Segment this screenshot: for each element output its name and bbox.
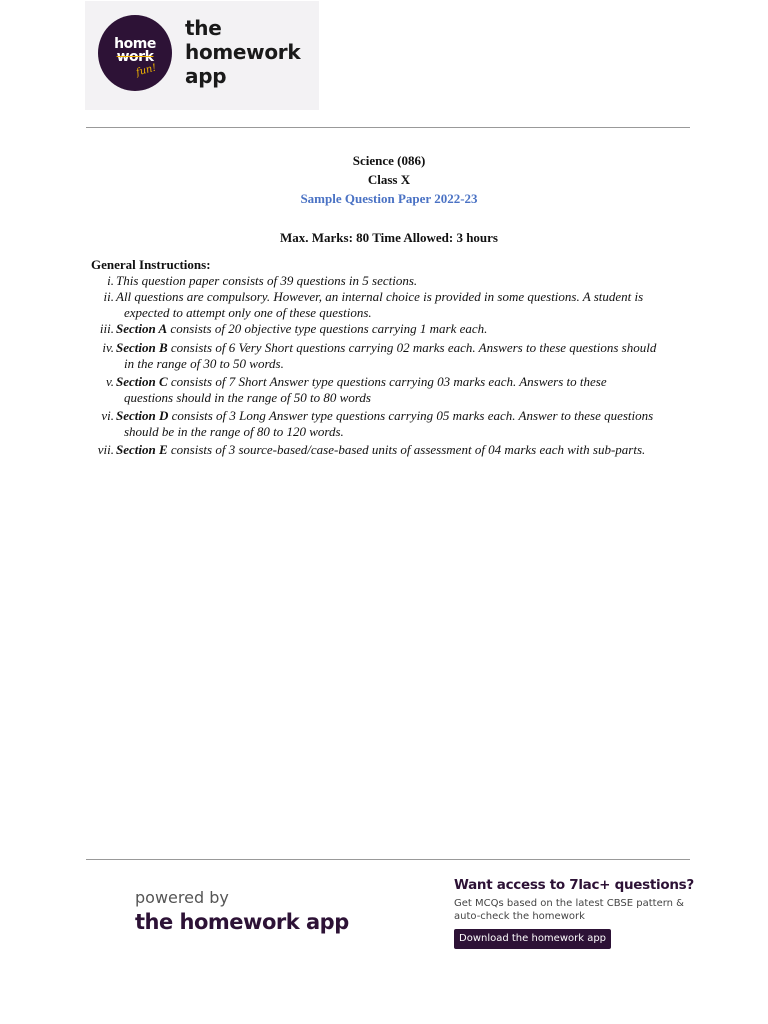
- instruction-section: Section E: [116, 442, 168, 457]
- instruction-continuation: questions should in the range of 50 to 80 words: [124, 390, 371, 405]
- powered-by-brand: the homework app: [135, 910, 349, 934]
- logo-badge-line2: work: [116, 49, 154, 65]
- instruction-item: [80, 340, 700, 372]
- instruction-number: vi.: [101, 408, 114, 423]
- instruction-item: [80, 374, 700, 406]
- instruction-text: consists of 6 Very Short questions carrying 02 marks each. Answers to these questions should: [167, 340, 657, 355]
- instruction-continuation: should be in the range of 80 to 120 words.: [124, 424, 344, 439]
- instruction-item: [80, 273, 700, 289]
- logo-word-line2: homework: [185, 40, 301, 64]
- instruction-continuation: in the range of 30 to 50 words.: [124, 356, 284, 371]
- instruction-number: i.: [107, 273, 114, 288]
- instruction-text: This question paper consists of 39 questions in 5 sections.: [116, 273, 418, 288]
- instruction-text: consists of 3 source-based/case-based units of assessment of 04 marks each with sub-parts.: [167, 442, 646, 457]
- logo: [85, 1, 319, 110]
- instruction-item: [80, 289, 700, 321]
- top-divider: [86, 127, 690, 128]
- logo-badge-script: fun!: [134, 62, 158, 79]
- logo-badge-line1: home: [114, 36, 156, 52]
- download-app-button[interactable]: Download the homework app: [454, 929, 611, 949]
- promo-heading: Want access to 7lac+ questions?: [454, 877, 694, 893]
- instruction-text: consists of 20 objective type questions carrying 1 mark each.: [167, 321, 488, 336]
- logo-wordmark: [185, 16, 300, 88]
- instruction-item: [80, 408, 700, 440]
- instruction-text: consists of 7 Short Answer type questions carrying 03 marks each. Answers to these: [167, 374, 607, 389]
- instruction-section: Section A: [116, 321, 168, 336]
- instruction-number: v.: [105, 374, 114, 389]
- instruction-number: iii.: [99, 321, 114, 336]
- instruction-text: All questions are compulsory. However, an internal choice is provided in some questions. A student is: [116, 289, 644, 304]
- instruction-text: consists of 3 Long Answer type questions carrying 05 marks each. Answer to these questions: [168, 408, 654, 423]
- instruction-item: [80, 321, 700, 337]
- marks-time: Max. Marks: 80 Time Allowed: 3 hours: [280, 230, 498, 245]
- instruction-number: ii.: [103, 289, 114, 304]
- powered-by-label: powered by: [135, 888, 229, 907]
- subject-heading: Science (086): [352, 153, 426, 168]
- paper-title: Sample Question Paper 2022-23: [300, 191, 478, 206]
- logo-badge-icon: [98, 15, 172, 91]
- logo-word-line3: app: [185, 64, 227, 88]
- instruction-number: iv.: [102, 340, 114, 355]
- instruction-number: vii.: [97, 442, 114, 457]
- instruction-item: [80, 442, 700, 458]
- instructions-title: General Instructions:: [91, 257, 211, 272]
- bottom-divider: [86, 859, 690, 860]
- instruction-continuation: expected to attempt only one of these questions.: [124, 305, 372, 320]
- logo-word-line1: the: [185, 16, 222, 40]
- instruction-section: Section D: [116, 408, 169, 423]
- class-heading: Class X: [367, 172, 411, 187]
- promo-subtext: Get MCQs based on the latest CBSE pattern & auto-check the homework: [454, 898, 684, 922]
- instruction-section: Section B: [116, 340, 168, 355]
- instruction-section: Section C: [116, 374, 168, 389]
